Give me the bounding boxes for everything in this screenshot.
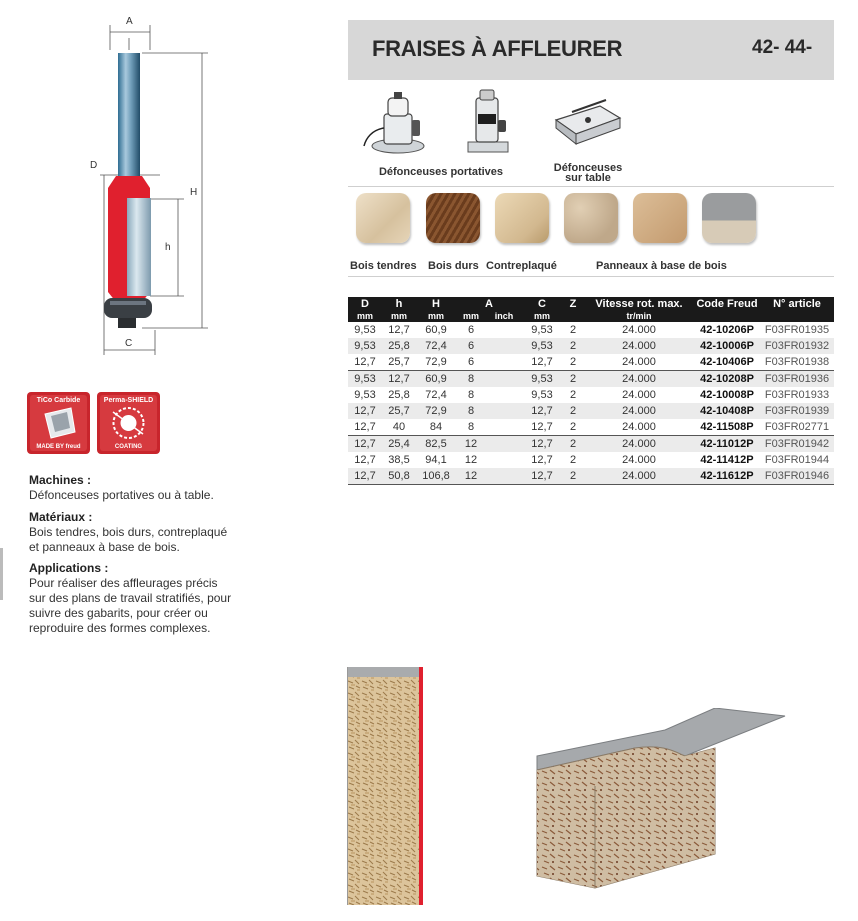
cell-article: F03FR01946	[760, 468, 834, 485]
unit-code	[694, 310, 760, 322]
cell-article: F03FR01932	[760, 338, 834, 354]
unit-a-mm: mm	[456, 310, 486, 322]
label-small-h: h	[165, 242, 171, 253]
table-header-row	[348, 297, 834, 310]
cell-a-inch	[486, 338, 522, 354]
cell-c: 12,7	[522, 403, 562, 419]
label-bois-durs: Bois durs	[428, 260, 479, 272]
cell-speed: 24.000	[584, 403, 694, 419]
cell-h-small: 25,8	[382, 338, 416, 354]
cell-speed: 24.000	[584, 371, 694, 388]
label-bois-tendres: Bois tendres	[350, 260, 417, 272]
trim-router-icon	[462, 86, 514, 158]
table-row	[348, 468, 834, 485]
cell-h-big: 72,4	[425, 389, 447, 401]
label-panneaux: Panneaux à base de bois	[596, 260, 727, 272]
cell-h-big: 82,5	[416, 436, 456, 453]
col-d: D	[348, 297, 382, 310]
cell-d: 12,7	[348, 436, 382, 453]
cell-h-big: 94,1	[425, 454, 447, 466]
cell-h-small: 50,8	[382, 468, 416, 485]
cell-speed: 24.000	[584, 468, 694, 485]
cell-h-small: 25,8	[388, 389, 410, 401]
cell-c: 9,53	[531, 324, 553, 336]
cell-c: 9,53	[522, 338, 562, 354]
cell-c: 12,7	[522, 468, 562, 485]
cell-a-inch	[486, 403, 522, 419]
cell-h-big: 72,9	[416, 403, 456, 419]
laminated-block-illustration	[525, 708, 795, 898]
cell-z: 2	[562, 403, 584, 419]
cell-h-small: 40	[392, 421, 406, 433]
page-title: FRAISES À AFFLEURER	[372, 36, 623, 61]
cell-code: 42-11508P	[700, 421, 754, 433]
cell-code: 42-10206P	[700, 324, 754, 336]
cell-d: 12,7	[348, 403, 382, 419]
cell-a-inch	[486, 371, 522, 388]
cell-code: 42-10406P	[700, 356, 754, 368]
cell-article: F03FR01944	[764, 454, 830, 466]
cell-c: 12,7	[531, 454, 553, 466]
cell-article: F03FR02771	[764, 421, 830, 433]
cell-code: 42-11012P	[694, 436, 760, 453]
perma-badge-top: Perma-SHIELD	[103, 397, 154, 404]
applications-line4: reproduire des formes complexes.	[29, 621, 211, 635]
cell-a-inch	[486, 468, 522, 485]
cell-d: 12,7	[354, 454, 376, 466]
swatch-panneaux-3	[702, 193, 756, 243]
cell-a-mm: 8	[456, 403, 486, 419]
cell-z: 2	[562, 338, 584, 354]
table-row	[348, 387, 834, 403]
table-unit-row	[348, 310, 834, 322]
separator-line-2	[348, 276, 834, 277]
table-row	[348, 322, 834, 338]
tico-carbide-badge	[27, 392, 90, 454]
cell-a-inch	[486, 322, 522, 338]
label-a: A	[126, 16, 133, 27]
col-h-small: h	[382, 297, 416, 310]
cell-article: F03FR01936	[760, 371, 834, 388]
cell-speed: 24.000	[622, 421, 656, 433]
cell-d: 9,53	[354, 324, 376, 336]
cell-d: 9,53	[348, 338, 382, 354]
page-numbers: 42- 44-	[752, 37, 813, 58]
unit-z	[562, 310, 584, 322]
cell-h-small: 12,7	[382, 371, 416, 388]
cell-speed: 24.000	[622, 454, 656, 466]
col-c: C	[522, 297, 562, 310]
cell-h-big: 60,9	[416, 371, 456, 388]
materials-text-line2: et panneaux à base de bois.	[29, 540, 180, 554]
cell-d: 9,53	[354, 389, 376, 401]
swatch-bois-durs	[426, 193, 480, 243]
cell-h-big: 72,9	[425, 356, 447, 368]
table-row	[348, 403, 834, 419]
portable-router-icon	[360, 88, 432, 156]
cell-a-inch	[486, 387, 522, 403]
cell-speed: 24.000	[622, 324, 656, 336]
cell-a-mm: 8	[467, 421, 475, 433]
label-contreplaque: Contreplaqué	[486, 260, 557, 272]
col-h-big: H	[416, 297, 456, 310]
label-d: D	[90, 160, 98, 171]
cell-a-mm: 6	[467, 356, 475, 368]
cell-h-small: 25,4	[382, 436, 416, 453]
cell-z: 2	[562, 436, 584, 453]
cell-code: 42-10006P	[694, 338, 760, 354]
router-bit-diagram	[80, 10, 220, 360]
cell-h-big: 72,4	[416, 338, 456, 354]
separator-line	[348, 186, 834, 187]
cell-article: F03FR01938	[764, 356, 830, 368]
cell-h-small: 12,7	[388, 324, 410, 336]
col-a: A	[456, 297, 522, 310]
cell-d: 9,53	[348, 371, 382, 388]
cell-code: 42-10408P	[694, 403, 760, 419]
cell-a-mm: 12	[456, 468, 486, 485]
cell-article: F03FR01935	[764, 324, 830, 336]
cell-code: 42-11612P	[694, 468, 760, 485]
cell-z: 2	[569, 454, 577, 466]
materials-title: Matériaux :	[29, 510, 93, 524]
unit-c: mm	[522, 310, 562, 322]
machines-text: Défonceuses portatives ou à table.	[29, 488, 214, 502]
col-code: Code Freud	[694, 297, 760, 310]
cell-a-inch	[486, 436, 522, 453]
cell-speed: 24.000	[622, 389, 656, 401]
spec-table	[348, 297, 834, 485]
carbide-insert	[127, 198, 151, 296]
cell-h-big: 60,9	[425, 324, 447, 336]
dimension-a	[110, 25, 150, 50]
cell-code: 42-10208P	[694, 371, 760, 388]
cell-a-mm: 12	[464, 454, 478, 466]
cell-a-mm: 6	[456, 338, 486, 354]
swatch-panneaux-2	[633, 193, 687, 243]
col-speed: Vitesse rot. max.	[584, 297, 694, 310]
cell-d: 12,7	[354, 356, 376, 368]
materials-text-line1: Bois tendres, bois durs, contreplaqué	[29, 525, 228, 539]
cell-speed: 24.000	[622, 356, 656, 368]
cell-a-inch	[486, 452, 522, 468]
caption-table-line2: sur table	[565, 172, 611, 184]
cell-a-mm: 8	[467, 389, 475, 401]
table-row	[348, 354, 834, 371]
unit-article	[760, 310, 834, 322]
table-row	[348, 419, 834, 436]
swatch-contreplaque	[495, 193, 549, 243]
table-row	[348, 452, 834, 468]
cell-a-mm: 6	[467, 324, 475, 336]
tico-badge-bottom: MADE BY freud	[36, 444, 81, 450]
unit-d: mm	[348, 310, 382, 322]
particleboard-edge-illustration	[347, 667, 427, 905]
cell-z: 2	[569, 324, 577, 336]
table-body	[348, 322, 834, 485]
table-row	[348, 371, 834, 388]
swatch-bois-tendres	[356, 193, 410, 243]
cell-c: 12,7	[522, 436, 562, 453]
cell-h-big: 106,8	[416, 468, 456, 485]
caption-table-line1: Défonceuses	[553, 162, 623, 174]
label-big-h: H	[190, 187, 198, 198]
swatch-panneaux-1	[564, 193, 618, 243]
cell-c: 12,7	[531, 421, 553, 433]
cell-h-small: 25,7	[388, 356, 410, 368]
cell-z: 2	[562, 468, 584, 485]
applications-line1: Pour réaliser des affleurages précis	[29, 576, 218, 590]
unit-h-small: mm	[382, 310, 416, 322]
cell-d: 12,7	[354, 421, 376, 433]
cell-h-small: 38,5	[388, 454, 410, 466]
cell-code: 42-10008P	[700, 389, 754, 401]
label-c: C	[125, 338, 133, 349]
cell-z: 2	[569, 421, 577, 433]
col-article: N° article	[760, 297, 834, 310]
cell-a-inch	[486, 419, 522, 436]
cell-z: 2	[569, 389, 577, 401]
cell-speed: 24.000	[584, 338, 694, 354]
unit-a-inch: inch	[486, 310, 522, 322]
cell-h-small: 25,7	[382, 403, 416, 419]
table-row	[348, 436, 834, 453]
cell-c: 12,7	[531, 356, 553, 368]
router-table-icon	[552, 92, 624, 152]
unit-h-big: mm	[416, 310, 456, 322]
cell-article: F03FR01933	[764, 389, 830, 401]
cell-article: F03FR01942	[760, 436, 834, 453]
caption-portables: Défonceuses portatives	[378, 166, 504, 178]
cell-c: 9,53	[522, 371, 562, 388]
cell-a-inch	[486, 354, 522, 371]
cell-a-mm: 8	[456, 371, 486, 388]
cell-c: 9,53	[531, 389, 553, 401]
perma-shield-badge	[97, 392, 160, 454]
shank	[118, 53, 140, 178]
cell-code: 42-11412P	[700, 454, 754, 466]
cell-z: 2	[562, 371, 584, 388]
dimension-big-h	[142, 53, 208, 328]
applications-line2: sur des plans de travail stratifiés, pour	[29, 591, 232, 605]
table-row	[348, 338, 834, 354]
cell-d: 12,7	[348, 468, 382, 485]
machines-title: Machines :	[29, 473, 92, 487]
side-marker	[0, 548, 3, 600]
cell-article: F03FR01939	[760, 403, 834, 419]
unit-speed: tr/min	[584, 310, 694, 322]
perma-badge-bottom: COATING	[114, 444, 143, 450]
cell-z: 2	[569, 356, 577, 368]
applications-title: Applications :	[29, 561, 109, 575]
cell-speed: 24.000	[584, 436, 694, 453]
applications-line3: suivre des gabarits, pour créer ou	[29, 606, 208, 620]
tico-badge-top: TiCo Carbide	[36, 397, 81, 404]
cell-h-big: 84	[429, 421, 443, 433]
col-z: Z	[562, 297, 584, 310]
cell-a-mm: 12	[456, 436, 486, 453]
